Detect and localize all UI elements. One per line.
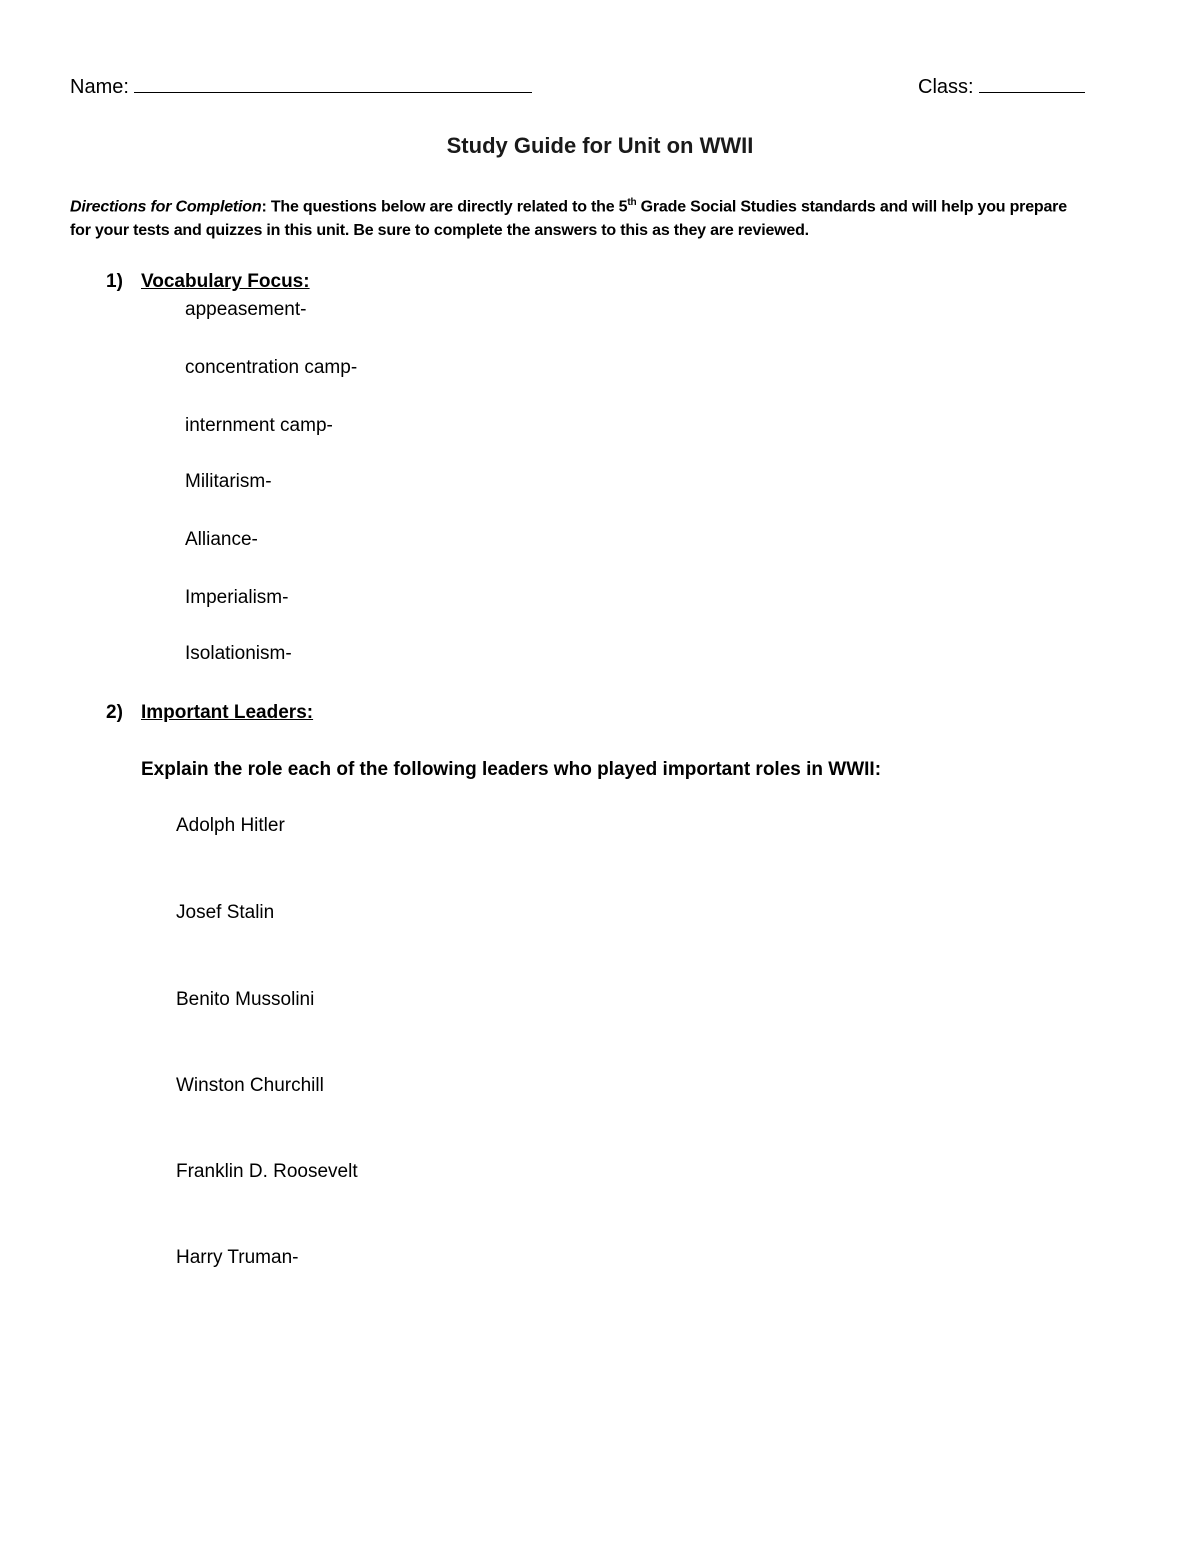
leader-name: Franklin D. Roosevelt: [176, 1161, 358, 1182]
vocab-term: internment camp-: [185, 415, 333, 436]
section-2-number: 2): [106, 702, 123, 723]
vocab-term: Alliance-: [185, 529, 258, 550]
leader-name: Benito Mussolini: [176, 989, 315, 1010]
directions-text-1: : The questions below are directly related to the 5: [261, 198, 628, 216]
vocab-term: appeasement-: [185, 299, 307, 320]
leaders-instruction: Explain the role each of the following leaders who played important roles in WWII:: [141, 759, 882, 780]
name-blank[interactable]: [134, 74, 532, 93]
vocab-term: Isolationism-: [185, 643, 292, 664]
leader-name: Josef Stalin: [176, 902, 275, 923]
class-field[interactable]: [918, 74, 1085, 99]
leader-name: Winston Churchill: [176, 1075, 324, 1096]
section-2-heading: Important Leaders:: [141, 702, 314, 723]
leader-name: Harry Truman-: [176, 1247, 299, 1268]
leader-name: Adolph Hitler: [176, 815, 285, 836]
name-label: Name:: [70, 76, 129, 98]
directions-paragraph: [70, 191, 1090, 243]
class-blank[interactable]: [979, 74, 1085, 93]
vocab-term: concentration camp-: [185, 357, 358, 378]
vocab-term: Imperialism-: [185, 587, 289, 608]
section-1-number: 1): [106, 271, 123, 292]
vocab-term: Militarism-: [185, 471, 272, 492]
name-field[interactable]: [70, 74, 532, 99]
section-1-heading: Vocabulary Focus:: [141, 271, 310, 292]
page-title: Study Guide for Unit on WWII: [446, 133, 754, 158]
directions-superscript: th: [627, 197, 637, 208]
directions-lead: Directions for Completion: [70, 198, 262, 216]
directions-text-2: Grade Social Studies standards and will help you prepare for your tests and quizzes in this unit. Be sure to complete the answers to this as they are reviewed.: [70, 198, 1067, 240]
class-label: Class:: [918, 76, 974, 98]
